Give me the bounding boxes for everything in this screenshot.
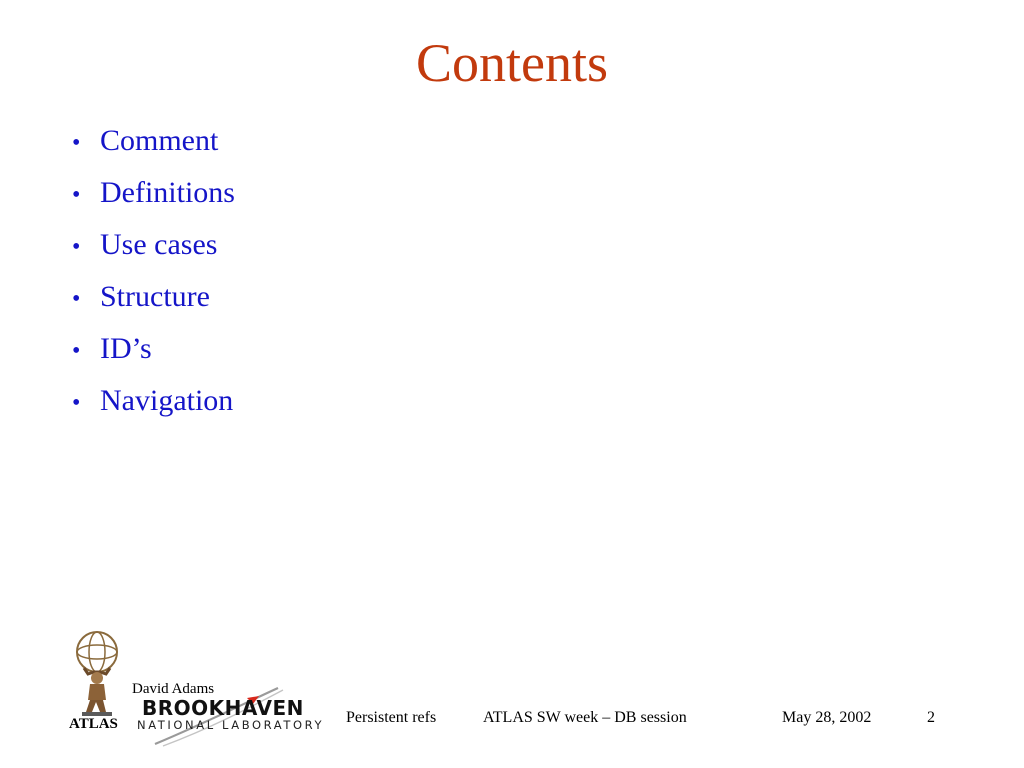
atlas-logo-icon [66,628,128,716]
footer-event: ATLAS SW week – DB session [483,709,687,726]
list-item [72,168,235,220]
footer-date: May 28, 2002 [782,709,872,726]
bullet-list [72,116,235,428]
bullet-text: Structure [100,280,210,313]
lab-name: BROOKHAVEN [142,696,304,720]
bullet-icon: • [72,338,81,364]
bullet-text: Use cases [100,228,218,261]
list-item [72,220,235,272]
footer-topic: Persistent refs [346,709,437,726]
list-item [72,272,235,324]
bullet-icon: • [72,234,81,260]
lab-subtitle: NATIONAL LABORATORY [137,718,325,732]
bullet-text: Navigation [100,384,234,417]
bullet-icon: • [72,286,81,312]
author-name: David Adams [132,681,215,697]
bullet-text: Comment [100,124,219,157]
bullet-icon: • [72,390,81,416]
atlas-label: ATLAS [69,716,118,732]
slide-title: Contents [415,33,608,93]
list-item [72,116,235,168]
bullet-icon: • [72,130,81,156]
page-number: 2 [927,709,935,726]
list-item [72,376,235,428]
list-item [72,324,235,376]
bullet-text: Definitions [100,176,235,209]
bullet-icon: • [72,182,81,208]
bullet-text: ID’s [100,332,152,365]
